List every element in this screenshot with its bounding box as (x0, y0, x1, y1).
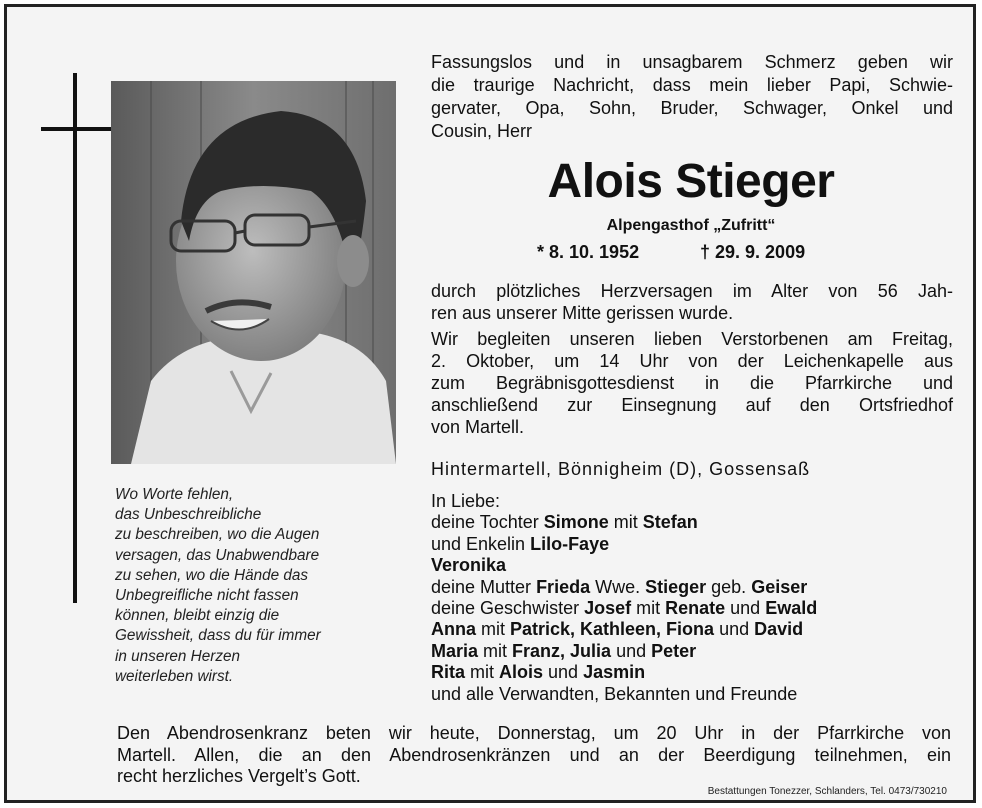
portrait-photo (111, 81, 396, 464)
family-line: deine Tochter Simone mit Stefan (431, 512, 698, 533)
family-list (431, 491, 953, 705)
mourners-places: Hintermartell, Bönnigheim (D), Gossensaß (431, 459, 811, 479)
intro-line: die traurige Nachricht, dass mein lieber Papi, Schwie- (431, 75, 953, 95)
poem-line: weiterleben wirst. (115, 667, 234, 685)
life-dates (537, 242, 837, 263)
announcement-text (431, 280, 953, 438)
poem-line: versagen, das Unabwendbare (115, 546, 320, 564)
intro-text (431, 51, 953, 143)
body-line: zum Begräbnisgottesdienst in die Pfarrkirche und (431, 373, 953, 393)
poem-line: zu sehen, wo die Hände das (115, 566, 309, 584)
obituary-notice (4, 4, 976, 803)
family-line: In Liebe: (431, 491, 501, 511)
cross-icon-vertical (73, 73, 77, 603)
family-line: Rita mit Alois und Jasmin (431, 662, 646, 683)
poem-line: in unseren Herzen (115, 647, 240, 665)
body-line: ren aus unserer Mitte gerissen wurde. (431, 303, 734, 323)
body-line: von Martell. (431, 417, 525, 437)
poem-line: Wo Worte fehlen, (115, 486, 234, 503)
rosary-notice (117, 723, 951, 788)
body-line: 2. Oktober, um 14 Uhr von der Leichenkapelle aus (431, 351, 953, 371)
body-line: anschließend zur Einsegnung auf den Ortsfriedhof (431, 395, 953, 415)
poem-line: Gewissheit, dass du für immer (115, 627, 321, 645)
poem-line: können, bleibt einzig die (115, 607, 280, 625)
family-line: und Enkelin Lilo-Faye (431, 533, 610, 554)
poem-line: das Unbeschreibliche (115, 506, 262, 524)
cross-icon-horizontal (41, 127, 113, 131)
family-line: und alle Verwandten, Bekannten und Freunde (431, 683, 798, 704)
poem (115, 485, 385, 687)
birth-date: * 8. 10. 1952 (537, 242, 640, 262)
footer-line: Martell. Allen, die an den Abendrosenkränzen und an der Beerdigung teilnehmen, ein (117, 744, 951, 765)
undertaker-credit: Bestattungen Tonezzer, Schlanders, Tel. 0473/730210 (707, 786, 947, 797)
body-line: durch plötzliches Herzversagen im Alter von 56 Jah- (431, 281, 953, 301)
deceased-subtitle: Alpengasthof „Zufritt“ (606, 217, 776, 234)
intro-line: Cousin, Herr (431, 121, 533, 141)
death-date: † 29. 9. 2009 (700, 242, 806, 262)
body-line: Wir begleiten unseren lieben Verstorbenen am Freitag, (431, 329, 953, 349)
intro-line: Fassungslos und in unsagbarem Schmerz geben wir (431, 52, 953, 72)
intro-line: gervater, Opa, Sohn, Bruder, Schwager, Onkel und (431, 98, 953, 118)
family-line: deine Mutter Frieda Wwe. Stieger geb. Geiser (431, 576, 808, 597)
poem-line: zu beschreiben, wo die Augen (115, 526, 320, 544)
poem-line: Unbegreifliche nicht fassen (115, 587, 299, 605)
family-line: Maria mit Franz, Julia und Peter (431, 640, 697, 661)
deceased-name: Alois Stieger (547, 155, 835, 208)
family-line: deine Geschwister Josef mit Renate und Ewald (431, 598, 818, 619)
family-line: Veronika (431, 555, 507, 576)
footer-line: recht herzliches Vergelt’s Gott. (117, 766, 361, 786)
footer-line: Den Abendrosenkranz beten wir heute, Donnerstag, um 20 Uhr in der Pfarrkirche von (117, 723, 951, 743)
family-line: Anna mit Patrick, Kathleen, Fiona und David (431, 619, 804, 640)
